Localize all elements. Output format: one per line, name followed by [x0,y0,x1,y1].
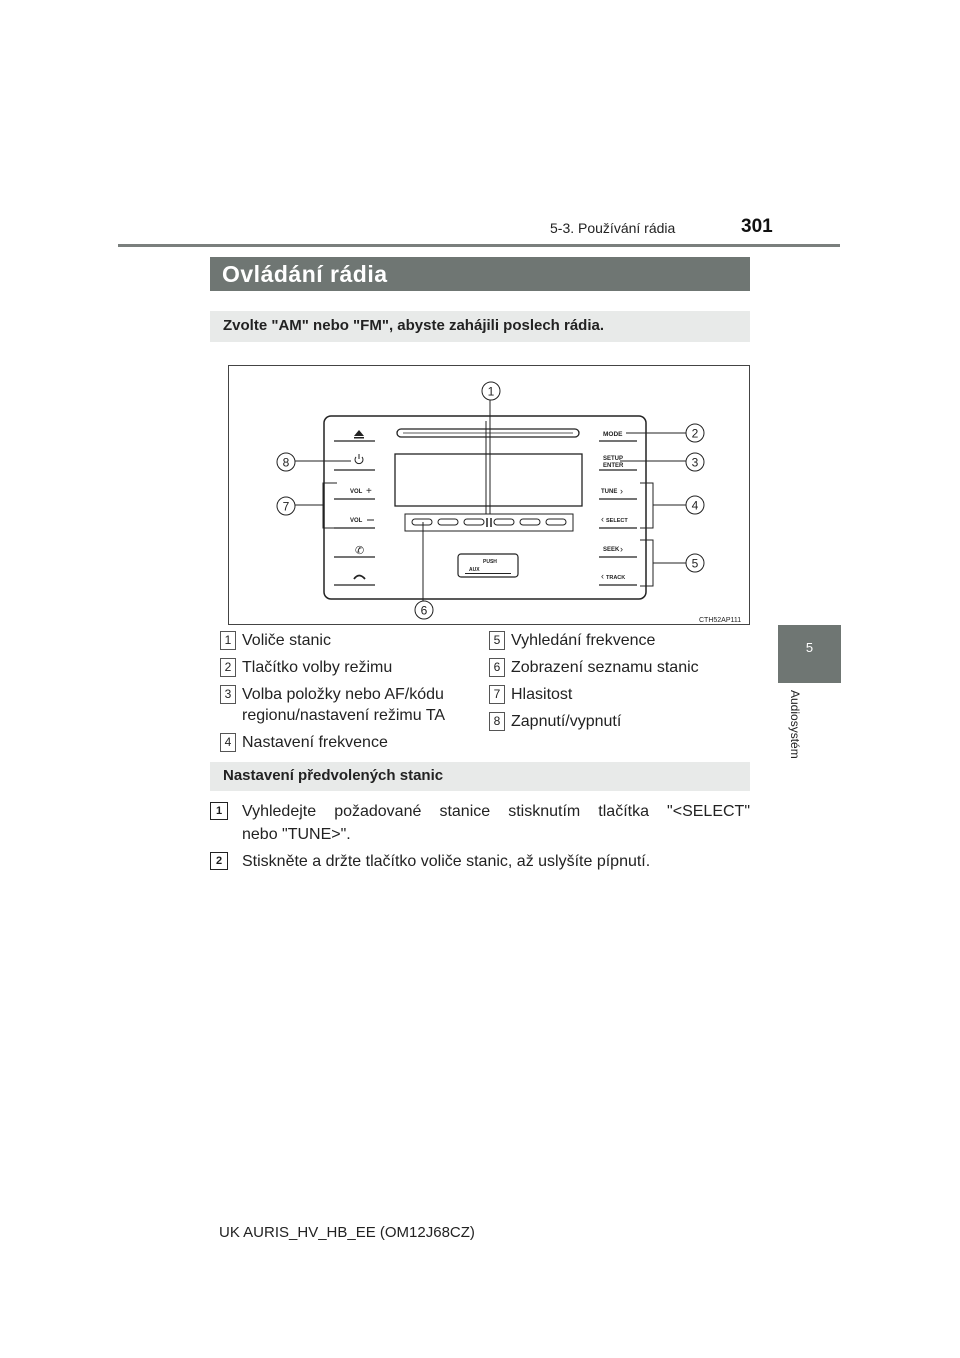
page-number: 301 [741,216,773,237]
callout-3: 3 [691,455,699,470]
legend-text-line2: regionu/nastavení režimu TA [242,707,446,724]
legend-number: 7 [489,685,505,704]
display-screen [395,454,582,506]
callout-5: 5 [691,556,699,571]
seek-label: SEEK [603,547,620,553]
legend-number: 3 [220,685,236,704]
preset-button-5 [520,519,540,525]
chevron-right-icon-2: › [620,544,623,554]
enter-label: ENTER [603,463,624,469]
figure-code: CTH52AP111 [699,617,742,624]
legend-number: 4 [220,733,236,752]
plus-icon: + [366,486,372,497]
eject-icon [354,430,364,439]
setup-label: SETUP [603,456,624,462]
legend-number: 8 [489,712,505,731]
legend-text: Tlačítko volby režimu [242,659,393,676]
preset-button-4 [494,519,514,525]
header-rule [118,244,840,247]
legend-text: Vyhledání frekvence [511,632,656,649]
legend-text: Zapnutí/vypnutí [511,713,622,730]
callout-6: 6 [420,603,428,618]
legend-number: 2 [220,658,236,677]
phone-icon: ✆ [355,544,365,557]
legend-text: Voliče stanic [242,632,331,649]
track-label: TRACK [606,575,626,581]
section-title: 5-3. Používání rádia [550,220,676,236]
section-heading-bar [210,762,750,791]
preset-group [405,514,573,531]
chevron-right-icon: › [620,486,623,496]
panel-outline [324,416,646,599]
legend-number: 6 [489,658,505,677]
callout-1: 1 [487,384,495,399]
chapter-label: Audiosystém [788,690,802,759]
page-title: Ovládání rádia [222,261,388,287]
step-2 [210,850,750,876]
preset-button-3 [464,519,484,525]
hang-up-icon [354,576,365,580]
preset-buttons [412,519,566,525]
chevron-left-icon: ‹ [601,514,604,524]
page-subtitle: Zvolte "AM" nebo "FM", abyste zahájili poslech rádia. [223,317,605,334]
step-number: 1 [210,802,228,820]
step-number: 2 [210,852,228,870]
preset-button-2 [438,519,458,525]
subtitle-bar [210,311,750,342]
step-1 [210,800,750,848]
push-label: PUSH [483,559,497,565]
step-text: Stiskněte a držte tlačítko voliče stanic, až uslyšíte pípnutí. [242,853,651,870]
section-heading: Nastavení předvolených stanic [223,767,444,784]
legend-text: Volba položky nebo AF/kódu [242,686,444,703]
callout-2: 2 [691,426,699,441]
callout-4: 4 [691,498,699,513]
tune-label: TUNE [601,489,618,495]
select-label: SELECT [606,518,628,524]
preset-button-1 [412,519,432,525]
chapter-tab[interactable]: 5 [778,625,841,683]
step-text [242,800,750,846]
vol-minus-label: VOL [350,518,363,524]
vol-plus-label: VOL [350,489,363,495]
chevron-left-icon-2: ‹ [601,571,604,581]
document-code: UK AURIS_HV_HB_EE (OM12J68CZ) [219,1224,475,1241]
left-button-lines [334,441,375,585]
aux-label: AUX [469,567,480,573]
mode-label: MODE [603,431,623,438]
preset-button-6 [546,519,566,525]
radio-panel-illustration [229,366,749,624]
legend-text: Hlasitost [511,686,573,703]
callout-7: 7 [282,499,290,514]
power-icon [355,454,363,464]
step-text-line2: nebo "TUNE>". [242,826,351,843]
title-bar [210,257,750,291]
legend-number: 1 [220,631,236,650]
legend-text: Zobrazení seznamu stanic [511,659,699,676]
callout-8: 8 [282,455,290,470]
legend-number: 5 [489,631,505,650]
step-text-line1: Vyhledejte požadované stanice stisknutím tlačítka "<SELECT" [242,803,750,820]
legend-text: Nastavení frekvence [242,734,388,751]
radio-panel-figure [228,365,750,625]
